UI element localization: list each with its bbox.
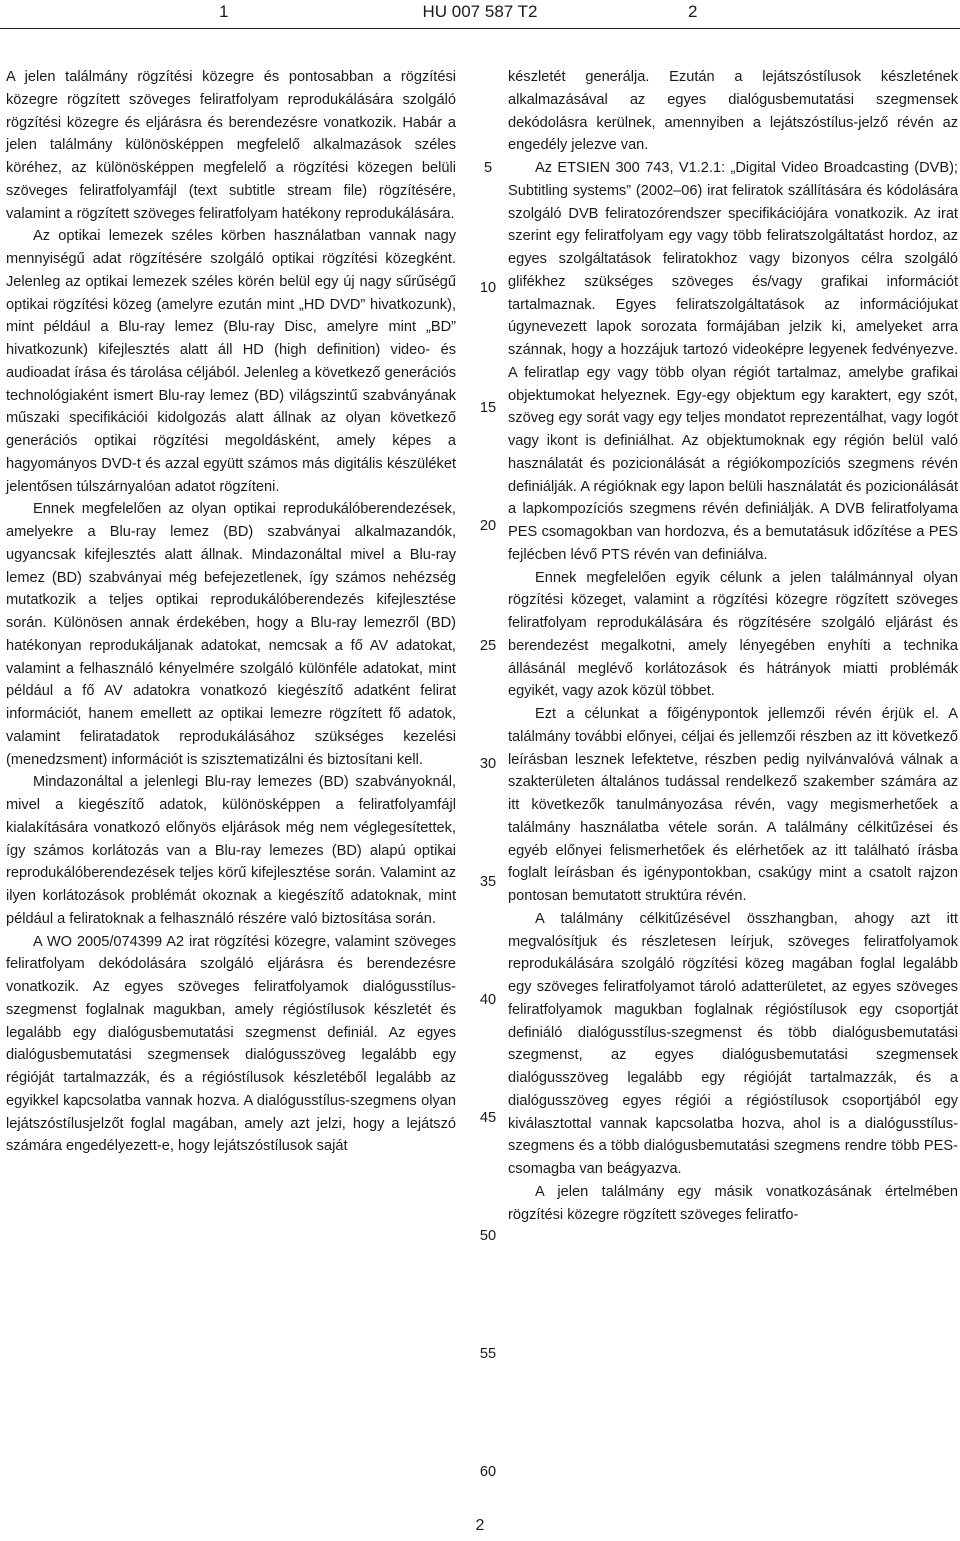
paragraph: A WO 2005/074399 A2 irat rögzítési közegre, valamint szöveges feliratfolyam dekódolására szolgáló eljárásra és berendezésre vonatkozik. Az egyes szöveges feliratfolyamok dialógusstílus-szegmenst foglalnak magukban, amely régióstílusok készletét és legalább egy dialógusbemutatási szegmenst definiál. Az egyes dialógusbemutatási szegmensek dialógusszöveg legalább egy régióját tartalmazzák, és a régióstílusok készletéből legalább az egyikkel kapcsolatba vannak hozva. A dialógusstílus-szegmens olyan lejátszóstílusjelzőt foglal magában, amely azt jelzi, hogy a lejátszó számára engedélyezett-e, hogy lejátszóstílusok saját	[6, 933, 456, 1155]
paragraph: készletét generálja. Ezután a lejátszóstílusok készletének alkalmazásával az egyes dialógusbemutatási szegmensek dekódolásra kerülnek, amennyiben a lejátszóstílus-jelző révén az engedély jelezve van.	[508, 69, 958, 154]
line-number: 55	[479, 1346, 497, 1362]
line-number: 25	[479, 638, 497, 654]
header-rule	[0, 28, 960, 29]
line-number: 5	[483, 160, 493, 176]
line-number: 50	[479, 1228, 497, 1244]
header-page-left: 1	[219, 2, 229, 21]
line-number: 40	[479, 992, 497, 1008]
paragraph: Az ETSIEN 300 743, V1.2.1: „Digital Video Broadcasting (DVB); Subtitling systems” (2002–06) irat feliratok szállítására és kódolására szolgáló DVB feliratozórendszer specifikációjára vonatkozik. Az irat szerint egy feliratfolyam egy vagy több feliratszolgáltatást hordoz, az egyes szolgáltatások feliratokhoz vagy bizonyos célra szolgáló glifékhez szükséges szöveges és/vagy grafikai információt tartalmaznak. Egyes feliratszolgáltatások az információjukat úgynevezett lapok sorozata formájában jelzik ki, amelyeket arra szánnak, hogy a hozzájuk tartozó videoképre legyenek fedvényezve. A feliratlap egy vagy több olyan régiót tartalmaz, amelybe grafikai objektumokat helyeznek. Egy-egy objektum egy karaktert, egy szót, szöveg egy sorát vagy egy teljes mondatot reprezentálhat, vagy logót vagy ikont is definiálhat. Az objektumoknak egy régión belül való használatát és pozicionálását a régiókompozíciós szegmens révén definiálják. A régióknak egy lapon belüli használatát és pozicionálását a lapkompozíciós szegmens révén definiálják. A DVB feliratfolyama PES csomagokban van hordozva, és a bemutatásuk időzítése a PES fejlécben lévő PTS révén van definiálva.	[508, 160, 958, 563]
paragraph: A találmány célkitűzésével összhangban, ahogy azt itt megvalósítjuk és részletesen leírjuk, szöveges feliratfolyamok reprodukálására szolgáló rögzítési közeg magában foglal legalább egy szöveges feliratfolyamot tároló adatterületet, az egyes szöveges feliratfolyamok magukban foglalnak régióstílusok egy csoportját definiáló dialógusstílus-szegmenst és több dialógusbemutatási szegmenst, az egyes dialógusbemutatási szegmensek dialógusszöveg legalább egy régióját tartalmazzák, és a dialógusszöveg egyes régiói a régióstílusok csoportjából egy kiválasztottal vannak kapcsolatba hozva, ahol is a dialógusstílus-szegmens és a több dialógusbemutatási szegmens rendre több PES-csomagba van beágyazva.	[508, 910, 958, 1177]
left-column	[6, 66, 456, 1158]
header-page-right: 2	[688, 2, 698, 21]
paragraph: A jelen találmány egy másik vonatkozásának értelmében rögzítési közegre rögzített szöveges feliratfo-	[508, 1183, 958, 1223]
line-number: 20	[479, 518, 497, 534]
line-number: 15	[479, 400, 497, 416]
line-number: 10	[479, 280, 497, 296]
paragraph: Ezt a célunkat a főigénypontok jellemzői révén érjük el. A találmány további előnyei, céljai és jellemzői részben az itt következő leírásban lesznek lefektetve, részben pedig nyilvánvalóvá válnak a szakterületen általános tudással rendelkező szakember számára az itt következők tanulmányozása révén, vagy megismerhetőek a találmány használatba vétele során. A találmány célkitűzései és egyéb előnyei felismerhetőek és elérhetőek az itt található írásba foglalt leírásban és igénypontokban, csakúgy mint a csatolt rajzon pontosan bemutatott struktúra révén.	[508, 706, 958, 904]
footer-page-number: 2	[475, 1517, 485, 1534]
right-column	[508, 66, 958, 1226]
paragraph: Mindazonáltal a jelenlegi Blu-ray lemezes (BD) szabványoknál, mivel a kiegészítő adatok, különösképpen a feliratfolyamfájl kialakítására vonatkozó előnyös eljárások még nem véglegesítettek, így számos korlátozás van a Blu-ray lemezes (BD) alapú optikai reprodukálóberendezések teljes körű kifejlesztése során. Valamint az ilyen korlátozások problémát okoznak a kiegészítő adatoknak, mint például a feliratoknak a felhasználó részére való biztosítása során.	[6, 774, 456, 927]
line-number: 60	[479, 1464, 497, 1480]
paragraph: Ennek megfelelően egyik célunk a jelen találmánnyal olyan rögzítési közeget, valamint a rögzítési közegre rögzített szöveges feliratfolyam reprodukálására és rögzítésére szolgáló eljárást és berendezést megalkotni, amely lényegében enyhíti a technika állásánál meglévő korlátozások és hátrányok miatti problémák egyikét, vagy azok közül többet.	[508, 569, 958, 700]
line-number: 35	[479, 874, 497, 890]
paragraph: A jelen találmány rögzítési közegre és pontosabban a rögzítési közegre rögzített szöveges feliratfolyam reprodukálására szolgáló rögzítési közegre és eljárásra és berendezésre vonatkozik. Habár a jelen találmány különösképpen megfelelő alkalmazások széles köréhez, az különösképpen megfelelő a rögzítési közegen belüli szöveges feliratfolyamfájl (text subtitle stream file) rögzítésére, valamint a rögzített szöveges feliratfolyam hatékony reprodukálására.	[6, 69, 456, 222]
line-number: 45	[479, 1110, 497, 1126]
header-document-id: HU 007 587 T2	[422, 2, 538, 21]
paragraph: Ennek megfelelően az olyan optikai reprodukálóberendezések, amelyekre a Blu-ray lemez (BD) szabványai alkalmazandók, ugyancsak kifejlesztés alatt állnak. Mindazonáltal mivel a Blu-ray lemez (BD) szabványai még befejezetlenek, így számos nehézség mutatkozik a teljes optikai reprodukálóberendezés kifejlesztése során. Különösen annak érdekében, hogy a Blu-ray lemezről (BD) hatékonyan reprodukáljanak adatokat, nemcsak a fő AV adatokat, valamint a felhasználó kényelmére szolgáló különféle adatokat, mint például a fő AV adatokra vonatkozó kiegészítő adatként felirat információt, hanem emellett az optikai lemezre rögzített fő adatok, valamint feliratadatok reprodukálásához szükséges kezelési (menedzsment) információt is szisztematizálni és biztosítani kell.	[6, 501, 456, 768]
paragraph: Az optikai lemezek széles körben használatban vannak nagy mennyiségű adat rögzítésére szolgáló optikai rögzítési közegként. Jelenleg az optikai lemezek széles körén belül egy új nagy sűrűségű optikai rögzítési közeg (amelyre ezután mint „HD DVD” hivatkozunk), mint például a Blu-ray lemez (Blu-ray Disc, amelyre mint „BD” hivatkozunk) kifejlesztés alatt áll HD (high definition) video- és audioadat írása és tárolása céljából. Jelenleg a következő generációs technológiaként ismert Blu-ray lemez (BD) világszintű szabványának műszaki specifikációi kidolgozás alatt állnak az olyan következő generációs optikai rögzítési megoldásként, amely képes a hagyományos DVD-t és azzal együtt számos más digitális készüléket jelentősen túlszárnyalóan adatot rögzíteni.	[6, 228, 456, 495]
line-number: 30	[479, 756, 497, 772]
